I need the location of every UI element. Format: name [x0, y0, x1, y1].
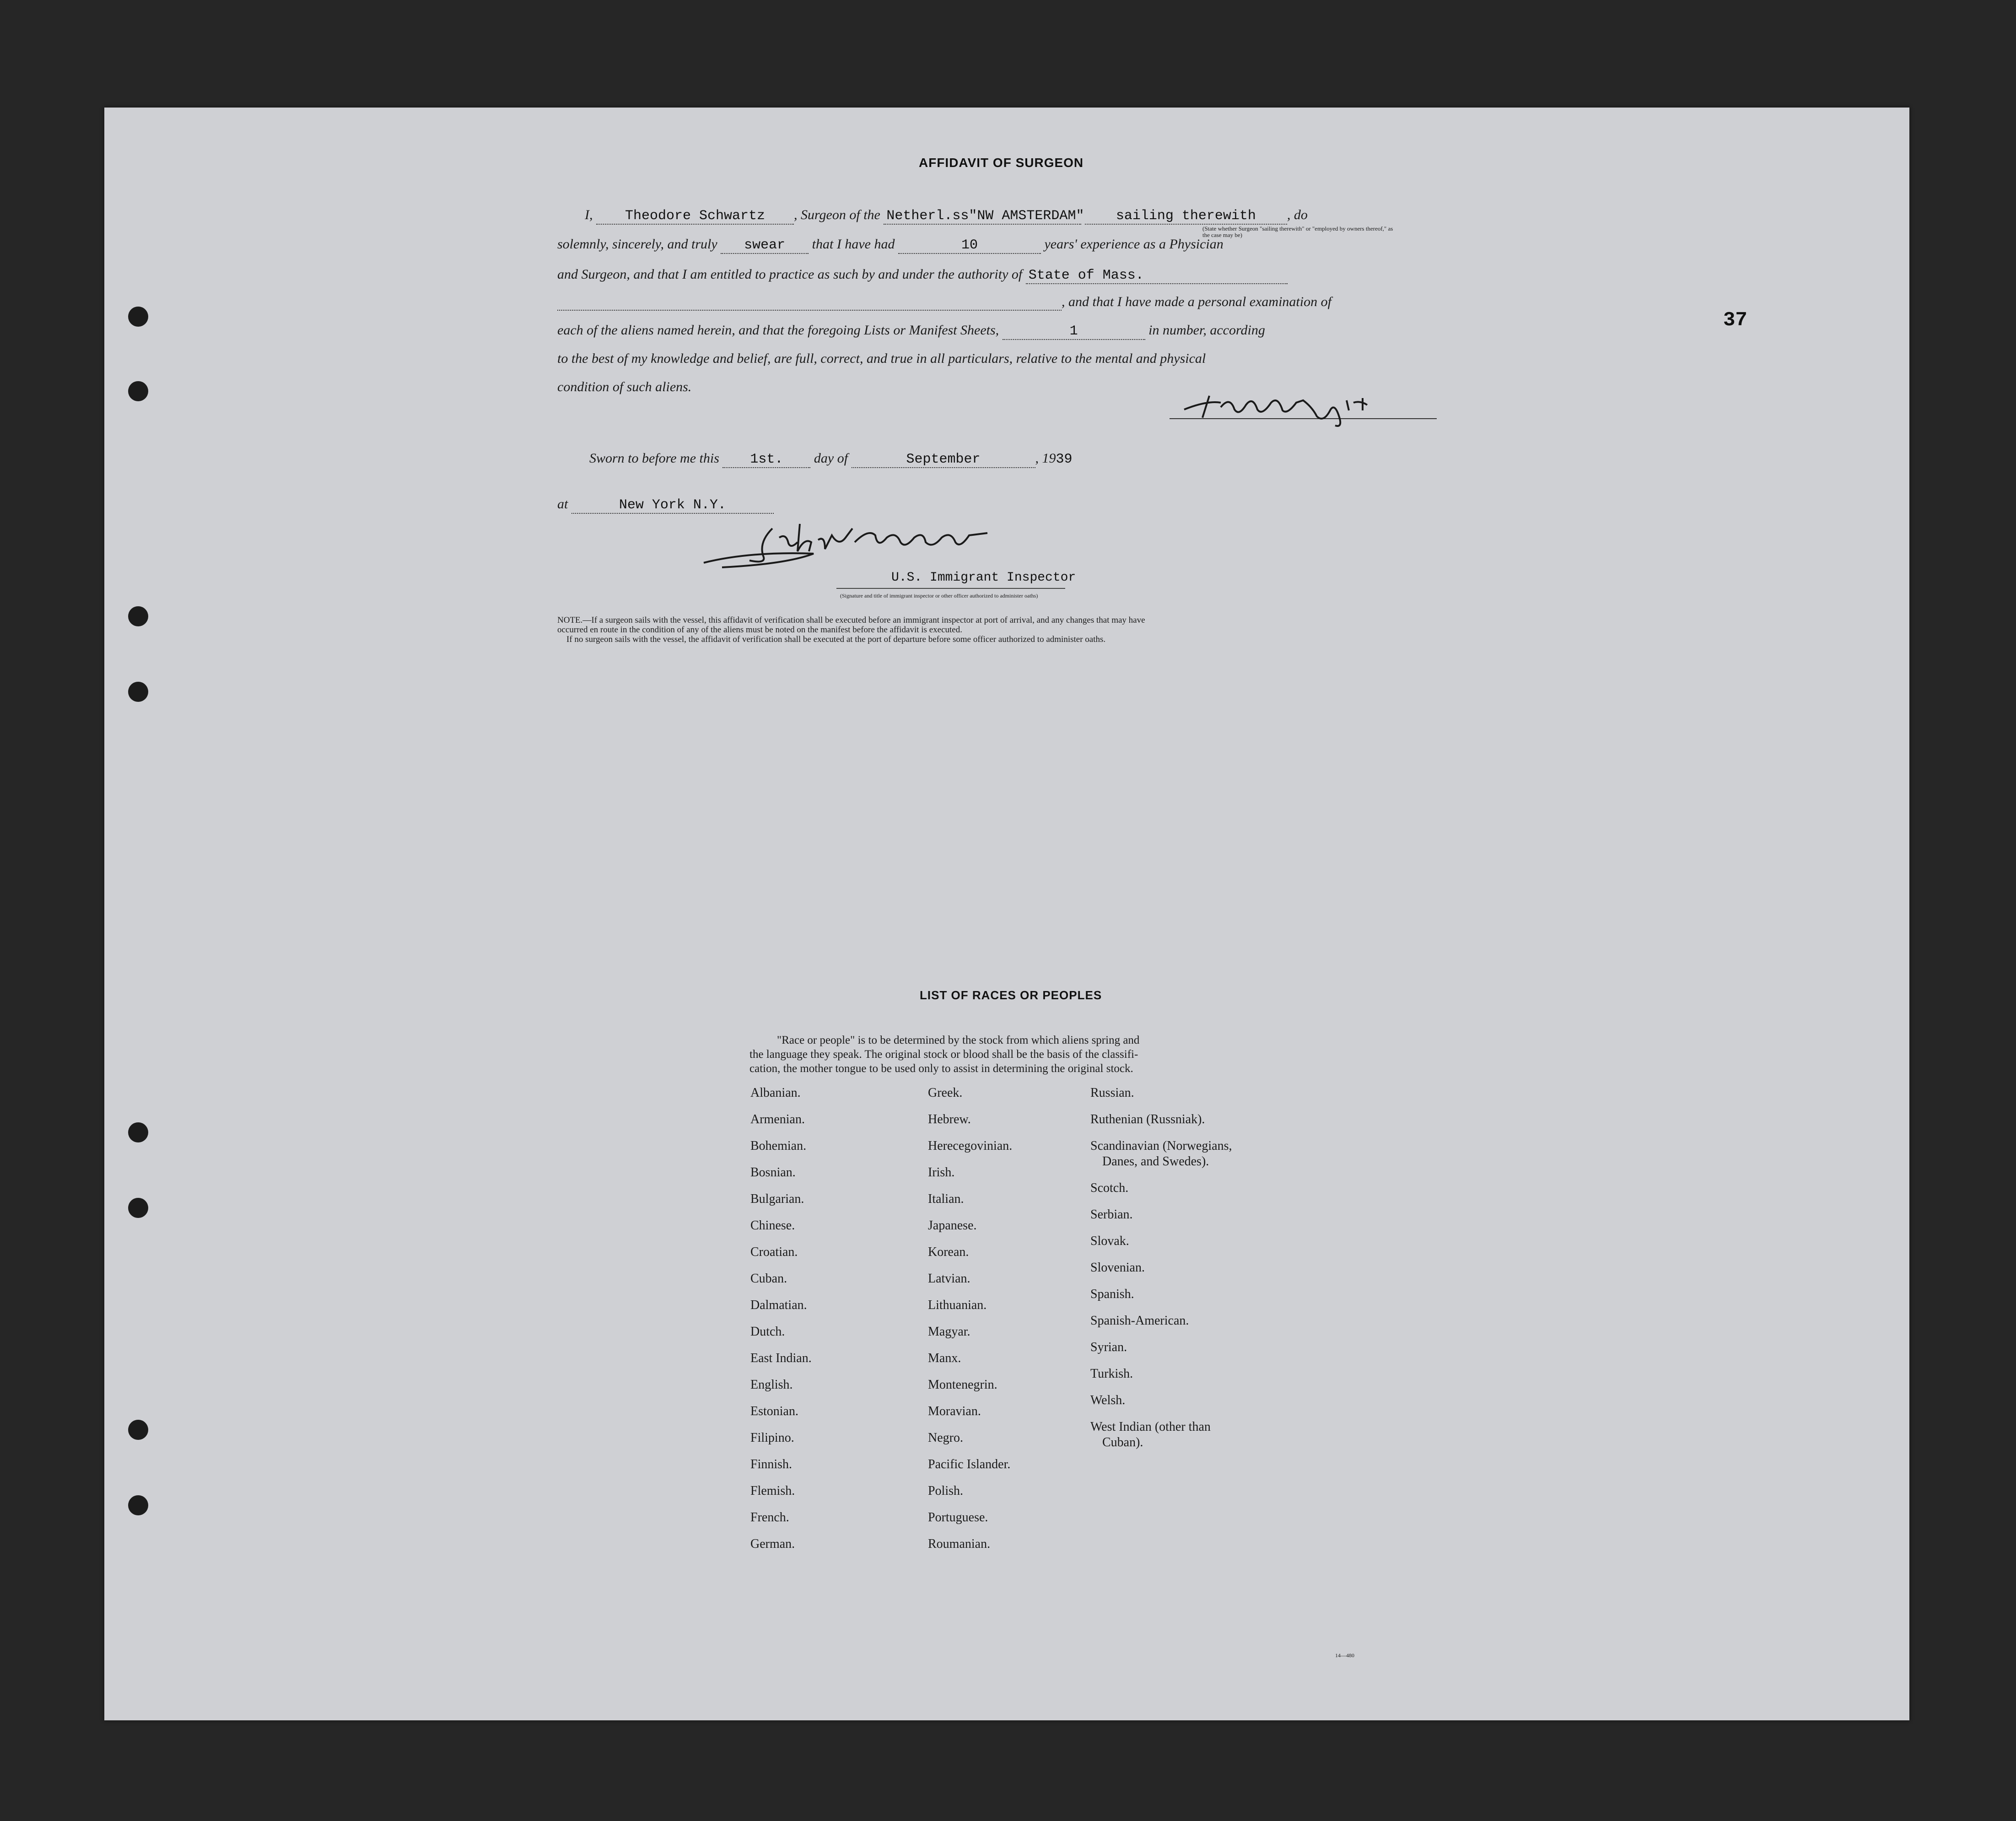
races-intro-1: "Race or people" is to be determined by the stock from which aliens spring and	[777, 1034, 1140, 1046]
affidavit-line-2: solemnly, sincerely, and truly swear that I have had 10 years' experience as a Physician	[557, 237, 1224, 253]
race-list-item: Montenegrin.	[928, 1378, 997, 1392]
race-list-item: Cuban).	[1102, 1435, 1143, 1449]
inspector-signature-line	[836, 588, 1065, 589]
race-list-item: Spanish.	[1090, 1287, 1134, 1301]
sworn-month-field: September	[852, 452, 1035, 468]
surgeon-signature	[1166, 382, 1440, 432]
punch-hole	[128, 1495, 148, 1515]
race-list-item: Japanese.	[928, 1218, 977, 1233]
affidavit-line-5: each of the aliens named herein, and that the foregoing Lists or Manifest Sheets, 1 in number, according	[557, 323, 1265, 339]
race-list-item: Slovak.	[1090, 1234, 1129, 1248]
race-list-item: Estonian.	[750, 1404, 798, 1418]
race-list-item: Irish.	[928, 1165, 955, 1180]
oath-field: swear	[721, 237, 809, 254]
surgeon-name-field: Theodore Schwartz	[596, 208, 794, 225]
affidavit-title: AFFIDAVIT OF SURGEON	[919, 156, 1084, 170]
races-column-3	[1090, 1080, 1232, 1456]
race-list-item: Roumanian.	[928, 1537, 991, 1551]
punch-hole	[128, 307, 148, 327]
authority-continuation-field	[557, 294, 1062, 311]
punch-hole	[128, 606, 148, 626]
vessel-field: Netherl.ss"NW AMSTERDAM"	[884, 208, 1081, 225]
race-list-item: Herecegovinian.	[928, 1139, 1013, 1153]
sheets-field: 1	[1003, 323, 1145, 340]
races-title: LIST OF RACES OR PEOPLES	[920, 988, 1102, 1002]
race-list-item: Polish.	[928, 1484, 964, 1498]
affidavit-line-6: to the best of my knowledge and belief, are full, correct, and true in all particulars, relative to the mental and physical	[557, 351, 1206, 366]
races-column-2	[928, 1080, 1012, 1557]
race-list-item: Ruthenian (Russniak).	[1090, 1112, 1205, 1126]
race-list-item: Chinese.	[750, 1218, 795, 1233]
sworn-year-field: 39	[1056, 452, 1073, 467]
punch-hole	[128, 682, 148, 702]
race-list-item: Armenian.	[750, 1112, 805, 1126]
race-list-item: Magyar.	[928, 1325, 970, 1339]
note-line-3: If no surgeon sails with the vessel, the affidavit of verification shall be executed at the port of departure before some officer authorized to administer oaths.	[566, 635, 1106, 644]
affidavit-line-7: condition of such aliens.	[557, 379, 692, 394]
note-line-2: occurred en route in the condition of any of the aliens must be noted on the manifest before the affidavit is executed.	[557, 625, 962, 635]
race-list-item: Turkish.	[1090, 1367, 1133, 1381]
race-list-item: Manx.	[928, 1351, 961, 1365]
race-list-item: East Indian.	[750, 1351, 812, 1365]
punch-hole	[128, 1122, 148, 1142]
document-page	[104, 108, 1909, 1720]
races-column-1	[750, 1080, 812, 1557]
race-list-item: English.	[750, 1378, 793, 1392]
inspector-caption: (Signature and title of immigrant inspector or other officer authorized to administer oaths)	[840, 593, 1038, 599]
inspector-signature	[695, 510, 1015, 574]
punch-hole	[128, 1420, 148, 1440]
race-list-item: Finnish.	[750, 1457, 792, 1471]
race-list-item: Danes, and Swedes).	[1102, 1154, 1209, 1169]
affidavit-line-1: I, Theodore Schwartz , Surgeon of the Netherl.ss"NW AMSTERDAM" sailing therewith , do	[585, 207, 1308, 224]
race-list-item: Portuguese.	[928, 1510, 988, 1525]
race-list-item: Slovenian.	[1090, 1261, 1145, 1275]
race-list-item: Korean.	[928, 1245, 969, 1259]
race-list-item: Croatian.	[750, 1245, 798, 1259]
race-list-item: Hebrew.	[928, 1112, 971, 1126]
race-list-item: Welsh.	[1090, 1393, 1126, 1407]
race-list-item: Filipino.	[750, 1431, 794, 1445]
sworn-line: Sworn to before me this 1st. day of September , 1939	[589, 451, 1073, 467]
form-number: 14—480	[1335, 1652, 1354, 1659]
race-list-item: Cuban.	[750, 1271, 787, 1286]
race-list-item: Bohemian.	[750, 1139, 807, 1153]
race-list-item: Greek.	[928, 1086, 963, 1100]
race-list-item: Dutch.	[750, 1325, 785, 1339]
race-list-item: Syrian.	[1090, 1340, 1127, 1354]
race-list-item: German.	[750, 1537, 795, 1551]
place-field: New York N.Y.	[571, 497, 774, 514]
race-list-item: Moravian.	[928, 1404, 981, 1418]
sworn-day-field: 1st.	[722, 452, 810, 468]
race-list-item: Serbian.	[1090, 1207, 1133, 1222]
at-line: at New York N.Y.	[557, 496, 774, 514]
race-list-item: Dalmatian.	[750, 1298, 807, 1312]
race-list-item: Flemish.	[750, 1484, 795, 1498]
race-list-item: Spanish-American.	[1090, 1314, 1189, 1328]
races-intro-3: cation, the mother tongue to be used only to assist in determining the original stock.	[749, 1062, 1133, 1075]
years-field: 10	[898, 237, 1041, 254]
status-note: (State whether Surgeon "sailing therewith" or "employed by owners thereof," as the case may be)	[1202, 225, 1393, 238]
race-list-item: Bulgarian.	[750, 1192, 804, 1206]
affidavit-line-3: and Surgeon, and that I am entitled to practice as such by and under the authority of State of Mass.	[557, 267, 1288, 284]
race-list-item: Latvian.	[928, 1271, 970, 1286]
race-list-item: Albanian.	[750, 1086, 801, 1100]
race-list-item: Pacific Islander.	[928, 1457, 1011, 1471]
note-line-1: NOTE.—If a surgeon sails with the vessel, this affidavit of verification shall be executed before an immigrant inspector at port of arrival, and any changes that may have	[557, 615, 1145, 625]
race-list-item: Scandinavian (Norwegians,	[1090, 1139, 1232, 1153]
race-list-item: Negro.	[928, 1431, 963, 1445]
race-list-item: Lithuanian.	[928, 1298, 987, 1312]
race-list-item: Scotch.	[1090, 1181, 1129, 1195]
race-list-item: Russian.	[1090, 1086, 1134, 1100]
race-list-item: French.	[750, 1510, 789, 1525]
race-list-item: West Indian (other than	[1090, 1420, 1211, 1434]
authority-field: State of Mass.	[1026, 268, 1288, 284]
inspector-title: U.S. Immigrant Inspector	[891, 571, 1076, 585]
punch-hole	[128, 381, 148, 401]
affidavit-line-4: , and that I have made a personal examination of	[557, 294, 1331, 311]
race-list-item: Italian.	[928, 1192, 964, 1206]
punch-hole	[128, 1198, 148, 1218]
status-field: sailing therewith	[1085, 208, 1287, 225]
page-number: 37	[1723, 309, 1747, 332]
races-intro-2: the language they speak. The original stock or blood shall be the basis of the classifi-	[749, 1048, 1138, 1061]
race-list-item: Bosnian.	[750, 1165, 796, 1180]
